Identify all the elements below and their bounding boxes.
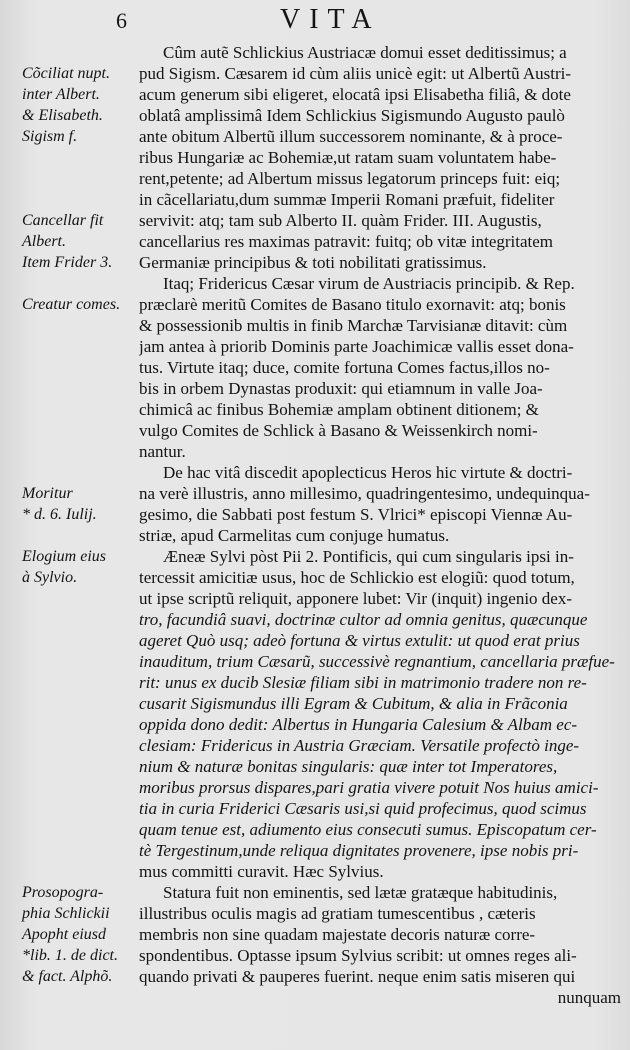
text-line: ageret Quò usq; adeò fortuna & virtus extulit: ut quod erat prius xyxy=(139,631,580,650)
margin-note-line: & Elisabeth. xyxy=(22,107,103,124)
text-line: oppida dono dedit: Albertus in Hungaria Calesium & Albam ec- xyxy=(139,715,578,734)
text-line: Æneæ Sylvi pòst Pii 2. Pontificis, qui cum singularis ipsi in- xyxy=(163,547,574,566)
margin-note-line: à Sylvio. xyxy=(22,569,78,586)
margin-note xyxy=(22,882,140,987)
text-line: pud Sigism. Cæsarem id cùm aliis unicè egit: ut Albertũ Austri- xyxy=(139,64,572,83)
margin-note-line: inter Albert. xyxy=(22,86,100,103)
text-line: nantur. xyxy=(139,442,186,461)
text-line: na verè illustris, anno millesimo, quadringentesimo, undequinqua- xyxy=(139,484,590,503)
text-line: Itaq; Fridericus Cæsar virum de Austriacis principib. & Rep. xyxy=(163,274,575,293)
margin-note-line: Sigism f. xyxy=(22,128,78,145)
text-line: oblatâ amplissimâ Idem Schlickius Sigismundo Augusto paulò xyxy=(139,106,565,125)
text-line: inauditum, trium Cæsarũ, successivè regnantium, cancellaria præfue- xyxy=(139,652,615,671)
margin-note xyxy=(22,63,140,147)
text-line: ante obitum Albertũ illum successorem nominante, & à proce- xyxy=(139,127,563,146)
text-line: quam tenue est, adiumento eius consecuti sumus. Episcopatum cer- xyxy=(139,820,597,839)
text-line: striæ, apud Carmelitas cum conjuge humatus. xyxy=(139,526,450,545)
text-line: tro, facundiâ suavi, doctrinæ cultor ad omnia genitus, quæcunque xyxy=(139,610,588,629)
margin-note-line: Apopht eiusd xyxy=(22,926,106,943)
page-number: 6 xyxy=(116,8,127,33)
text-line: in cãcellariatu,dum summæ Imperii Romani præfuit, fideliter xyxy=(139,190,555,209)
text-line: membris non sine quadam majestate decoris naturæ corre- xyxy=(139,925,536,944)
margin-note-line: Elogium eius xyxy=(22,548,106,565)
text-line: chimicâ ac finibus Bohemiæ amplam obtinent ditionem; & xyxy=(139,400,539,419)
margin-note xyxy=(22,546,140,588)
text-line: bis in orbem Dynastas produxit: qui etiamnum in valle Joa- xyxy=(139,379,543,398)
margin-note-line: phia Schlickii xyxy=(22,905,110,922)
margin-note-line: Cõciliat nupt. xyxy=(22,65,110,82)
text-line: nunquam xyxy=(557,988,621,1007)
text-line: mus committi curavit. Hæc Sylvius. xyxy=(139,862,384,881)
main-text-block xyxy=(139,42,621,1008)
text-line: servivit: atq; tam sub Alberto II. quàm Frider. III. Augustis, xyxy=(139,211,542,230)
text-line: cusarit Sigismundus illi Egram & Cubitum, & alia in Frãconia xyxy=(139,694,568,713)
text-line: De hac vitâ discedit apoplecticus Heros hic virtute & doctri- xyxy=(163,463,573,482)
text-line: illustribus oculis magis ad gratiam tumescentibus , cæteris xyxy=(139,904,536,923)
text-line: gesimo, die Sabbati post festum S. Vlrici* episcopi Viennæ Au- xyxy=(139,505,573,524)
text-line: tè Tergestinum,unde reliqua dignitates provenere, ipse nobis pri- xyxy=(139,841,579,860)
text-line: præclarè meritũ Comites de Basano titulo exornavit: atq; bonis xyxy=(139,295,566,314)
text-line: jam antea à priorib Dominis parte Joachimicæ vallis esset dona- xyxy=(139,337,574,356)
margin-note-line: *lib. 1. de dict. xyxy=(22,947,118,964)
text-line: Cûm autẽ Schlickius Austriacæ domui esset deditissimus; a xyxy=(163,43,567,62)
margin-note-line: Moritur xyxy=(22,485,73,502)
margin-note-line: Albert. xyxy=(22,233,66,250)
margin-note-line: Item Frider 3. xyxy=(22,254,113,271)
margin-note xyxy=(22,483,140,525)
margin-note xyxy=(22,210,140,273)
text-line: cancellarius res maximas patravit: fuitq; ob vitæ integritatem xyxy=(139,232,554,251)
text-line: Statura fuit non eminentis, sed lætæ gratæque habitudinis, xyxy=(163,883,558,902)
text-line: Germaniæ principibus & toti nobilitati gratissimus. xyxy=(139,253,487,272)
text-line: tia in curia Friderici Cæsaris usi,si quid profecimus, quod scimus xyxy=(139,799,587,818)
text-line: tercessit amicitiæ usus, hoc de Schlickio est elogiũ: quod totum, xyxy=(139,568,575,587)
margin-note-line: Cancellar fit xyxy=(22,212,104,229)
text-line: nium & naturæ bonitas singularis: quæ inter tot Imperatores, xyxy=(139,757,558,776)
text-line: vulgo Comites de Schlick à Basano & Weissenkirch nomi- xyxy=(139,421,538,440)
margin-note-line: Creatur comes. xyxy=(22,296,121,313)
text-line: ut ipse scriptũ reliquit, apponere lubet: Vir (inquit) ingenio dex- xyxy=(139,589,573,608)
margin-note-line: * d. 6. Iulij. xyxy=(22,506,97,523)
text-line: ribus Hungariæ ac Bohemiæ,ut ratam suam voluntatem habe- xyxy=(139,148,557,167)
running-head: VITA xyxy=(280,4,381,35)
text-line: rit: unus ex ducib Slesiæ filiam sibi in matrimonio tradere non re- xyxy=(139,673,587,692)
text-line: tus. Virtute itaq; duce, comite fortuna Comes factus,illos no- xyxy=(139,358,550,377)
text-line: quando privati & pauperes fuerint. neque enim satis miseren qui xyxy=(139,967,576,986)
margin-note-line: & fact. Alphõ. xyxy=(22,968,113,985)
margin-note xyxy=(22,294,140,315)
text-line: acum generum sibi eligeret, elocatâ ipsi Elisabetha filiâ, & dote xyxy=(139,85,571,104)
text-line: rent,petente; ad Albertum missus legatorum princeps fuit: eiq; xyxy=(139,169,561,188)
text-line: & possessionib multis in finib Marchæ Tarvisianæ ditavit: cùm xyxy=(139,316,568,335)
text-line: spondentibus. Optasse ipsum Sylvius scribit: ut omnes reges ali- xyxy=(139,946,577,965)
text-line: clesiam: Fridericus in Austria Græciam. Versatile profectò inge- xyxy=(139,736,580,755)
text-line: moribus prorsus dispares,pari gratia vivere potuit Nos huius amici- xyxy=(139,778,599,797)
margin-note-line: Prosopogra- xyxy=(22,884,104,901)
